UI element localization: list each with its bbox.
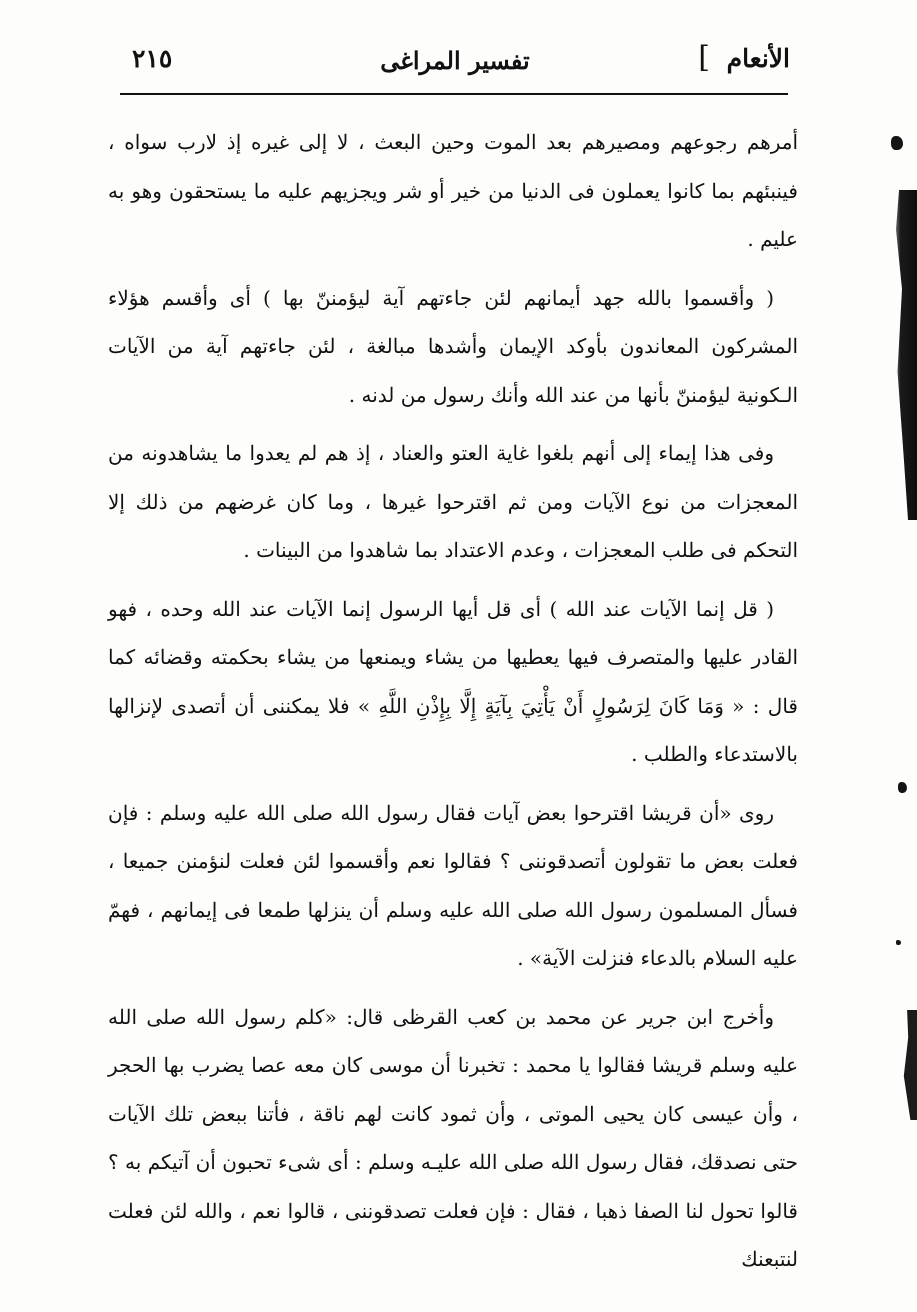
book-title: تفسير المراغى bbox=[380, 46, 530, 75]
paragraph: وفى هذا إيماء إلى أنهم بلغوا غاية العتو والعناد ، إذ هم لم يعدوا ما يشاهدونه من المعجزات من نوع الآيات ومن ثم اقترحوا غيرها ، وما كان غرضهم من ذلك إلا التحكم فى طلب المعجزات ، وعدم الاعتداد بما شاهدوا من البينات . bbox=[108, 441, 798, 562]
paragraph: وأخرج ابن جرير عن محمد بن كعب القرظى قال: «كلم رسول الله صلى الله عليه وسلم قريشا فقالوا يا محمد : تخبرنا أن موسى كان معه عصا يضرب بها الحجر ، وأن عيسى كان يحيى الموتى ، وأن ثمود كانت لهم ناقة ، فأتنا ببعض تلك الآيات حتى نصدقك، فقال رسول الله صلى الله عليـه وسلم : أى شىء تحبون أن آتيكم به ؟ قالوا تحول لنا الصفا ذهبا ، فقال : فإن فعلت تصدقوننى ، قالوا نعم ، والله لئن فعلت لنتبعنك bbox=[108, 1004, 798, 1271]
paragraph: ( قل إنما الآيات عند الله ) أى قل أيها الرسول إنما الآيات عند الله وحده ، فهو القادر عليها والمتصرف فيها يعطيها من يشاء ويمنعها من يشاء بحكمته وقضائه كما قال : « وَمَا كَانَ لِرَسُولٍ أَنْ يَأْتِيَ بِآيَةٍ إِلَّا بِإِذْنِ اللَّهِ » فلا يمكننى أن أتصدى لإنزالها بالاستدعاء والطلب . bbox=[108, 596, 798, 766]
header-bracket: ] bbox=[698, 40, 710, 75]
running-header bbox=[120, 38, 790, 88]
paragraph: ( وأقسموا بالله جهد أيمانهم لئن جاءتهم آية ليؤمننّ بها ) أى وأقسم هؤلاء المشركون المعاندون بأوكد الإيمان وأشدها مبالغة ، لئن جاءتهم آية من الآيات الـكونية ليؤمننّ بأنها من عند الله وأنك رسول من لدنه . bbox=[108, 285, 798, 407]
surah-name: الأنعام bbox=[726, 44, 790, 73]
header-rule bbox=[120, 93, 788, 95]
scan-speck bbox=[891, 136, 903, 150]
body-text bbox=[108, 118, 798, 1284]
scan-speck bbox=[896, 940, 901, 945]
scan-speck bbox=[898, 782, 907, 793]
paragraph: روى «أن قريشا اقترحوا بعض آيات فقال رسول الله صلى الله عليه وسلم : فإن فعلت بعض ما تقولون أتصدقوننى ؟ فقالوا نعم وأقسموا لئن فعلت لنؤمنن جميعا ، فسأل المسلمون رسول الله صلى الله عليه وسلم أن ينزلها طمعا فى إيمانهم ، فهمّ عليه السلام بالدعاء فنزلت الآية» . bbox=[108, 800, 798, 970]
scan-edge-shadow bbox=[887, 190, 917, 520]
scan-edge-shadow bbox=[895, 1010, 917, 1120]
page-number: ٢١٥ bbox=[132, 44, 173, 73]
paragraph: أمرهم رجوعهم ومصيرهم بعد الموت وحين البعث ، لا إلى غيره إذ لارب سواه ، فينبئهم بما كانوا يعملون فى الدنيا من خير أو شر ويجزيهم عليه ما يستحقون وهو به عليم . bbox=[108, 130, 798, 251]
